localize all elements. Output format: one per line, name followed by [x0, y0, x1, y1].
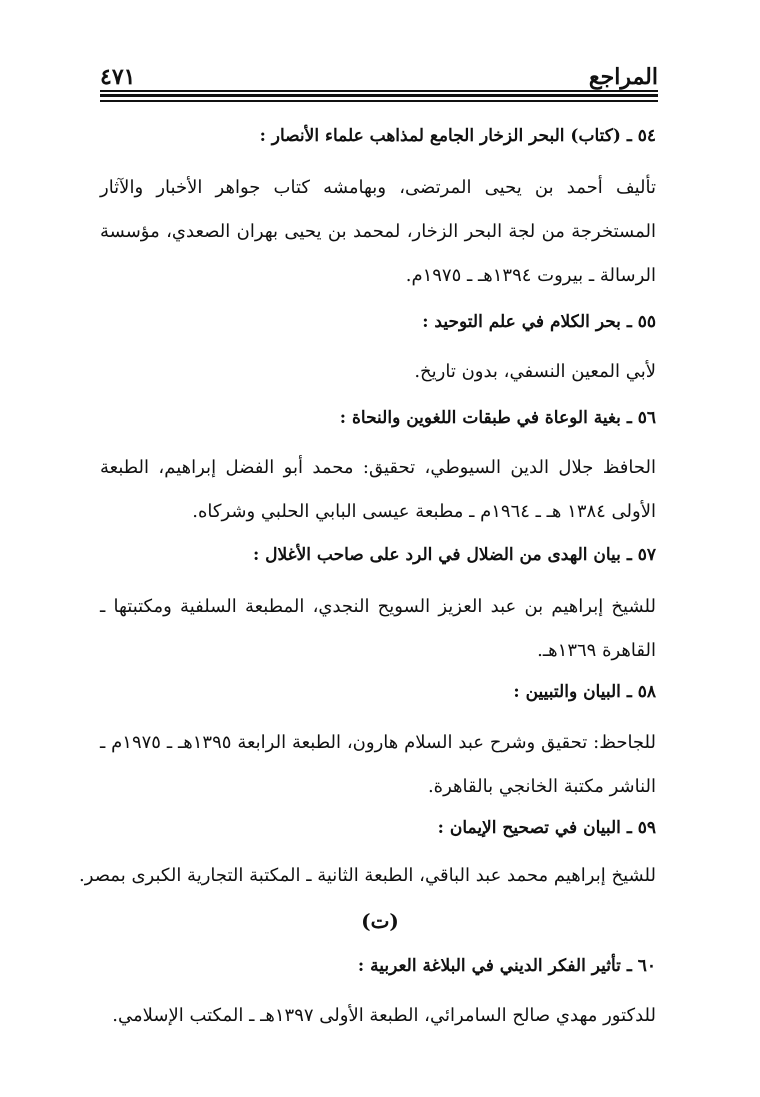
- entry-title: ٥٩ ـ البيان في تصحيح الإيمان :: [437, 818, 656, 838]
- entry-body: للدكتور مهدي صالح السامرائي، الطبعة الأولى ١٣٩٧هـ ـ المكتب الإسلامي.: [112, 1005, 656, 1026]
- entry-body: للجاحظ: تحقيق وشرح عبد السلام هارون، الطبعة الرابعة ١٣٩٥هـ ـ ١٩٧٥م ـ الناشر مكتبة الخانجي بالقاهرة.: [100, 732, 656, 797]
- page-number: ٤٧١: [100, 64, 136, 90]
- entry-title: ٥٦ ـ بغية الوعاة في طبقات اللغوين والنحاة :: [339, 408, 656, 428]
- entry-title: ٥٨ ـ البيان والتبيين :: [513, 682, 656, 702]
- entry-body: لأبي المعين النسفي، بدون تاريخ.: [414, 361, 656, 382]
- entry-body: للشيخ إبراهيم بن عبد العزيز السويح النجدي، المطبعة السلفية ومكتبتها ـ القاهرة ١٣٦٩هـ.: [100, 596, 656, 661]
- entry-body: للشيخ إبراهيم محمد عبد الباقي، الطبعة الثانية ـ المكتبة التجارية الكبرى بمصر.: [79, 865, 656, 886]
- header-rule: [100, 100, 658, 102]
- header-rule: [100, 90, 658, 92]
- header-rule: [100, 94, 658, 97]
- entry-body: تأليف أحمد بن يحيى المرتضى، وبهامشه كتاب جواهر الأخبار والآثار المستخرجة من لجة البحر الزخار، لمحمد بن يحيى بهران الصعدي، مؤسسة الرسالة ـ بيروت ١٣٩٤هـ ـ ١٩٧٥م.: [100, 177, 656, 286]
- entry-title: ٥٥ ـ بحر الكلام في علم التوحيد :: [422, 312, 656, 332]
- entry-body: الحافظ جلال الدين السيوطي، تحقيق: محمد أبو الفضل إبراهيم، الطبعة الأولى ١٣٨٤ هـ ـ ١٩٦٤م ـ مطبعة عيسى البابي الحلبي وشركاه.: [100, 457, 656, 522]
- entry-title: ٥٤ ـ (كتاب) البحر الزخار الجامع لمذاهب علماء الأنصار :: [259, 126, 656, 146]
- entry-title: ٦٠ ـ تأثير الفكر الديني في البلاغة العربية :: [357, 956, 656, 976]
- entry-title: ٥٧ ـ بيان الهدى من الضلال في الرد على صاحب الأغلال :: [252, 545, 656, 565]
- page-header: [100, 58, 658, 114]
- section-letter: (ت): [361, 909, 399, 933]
- running-title: المراجع: [588, 64, 658, 90]
